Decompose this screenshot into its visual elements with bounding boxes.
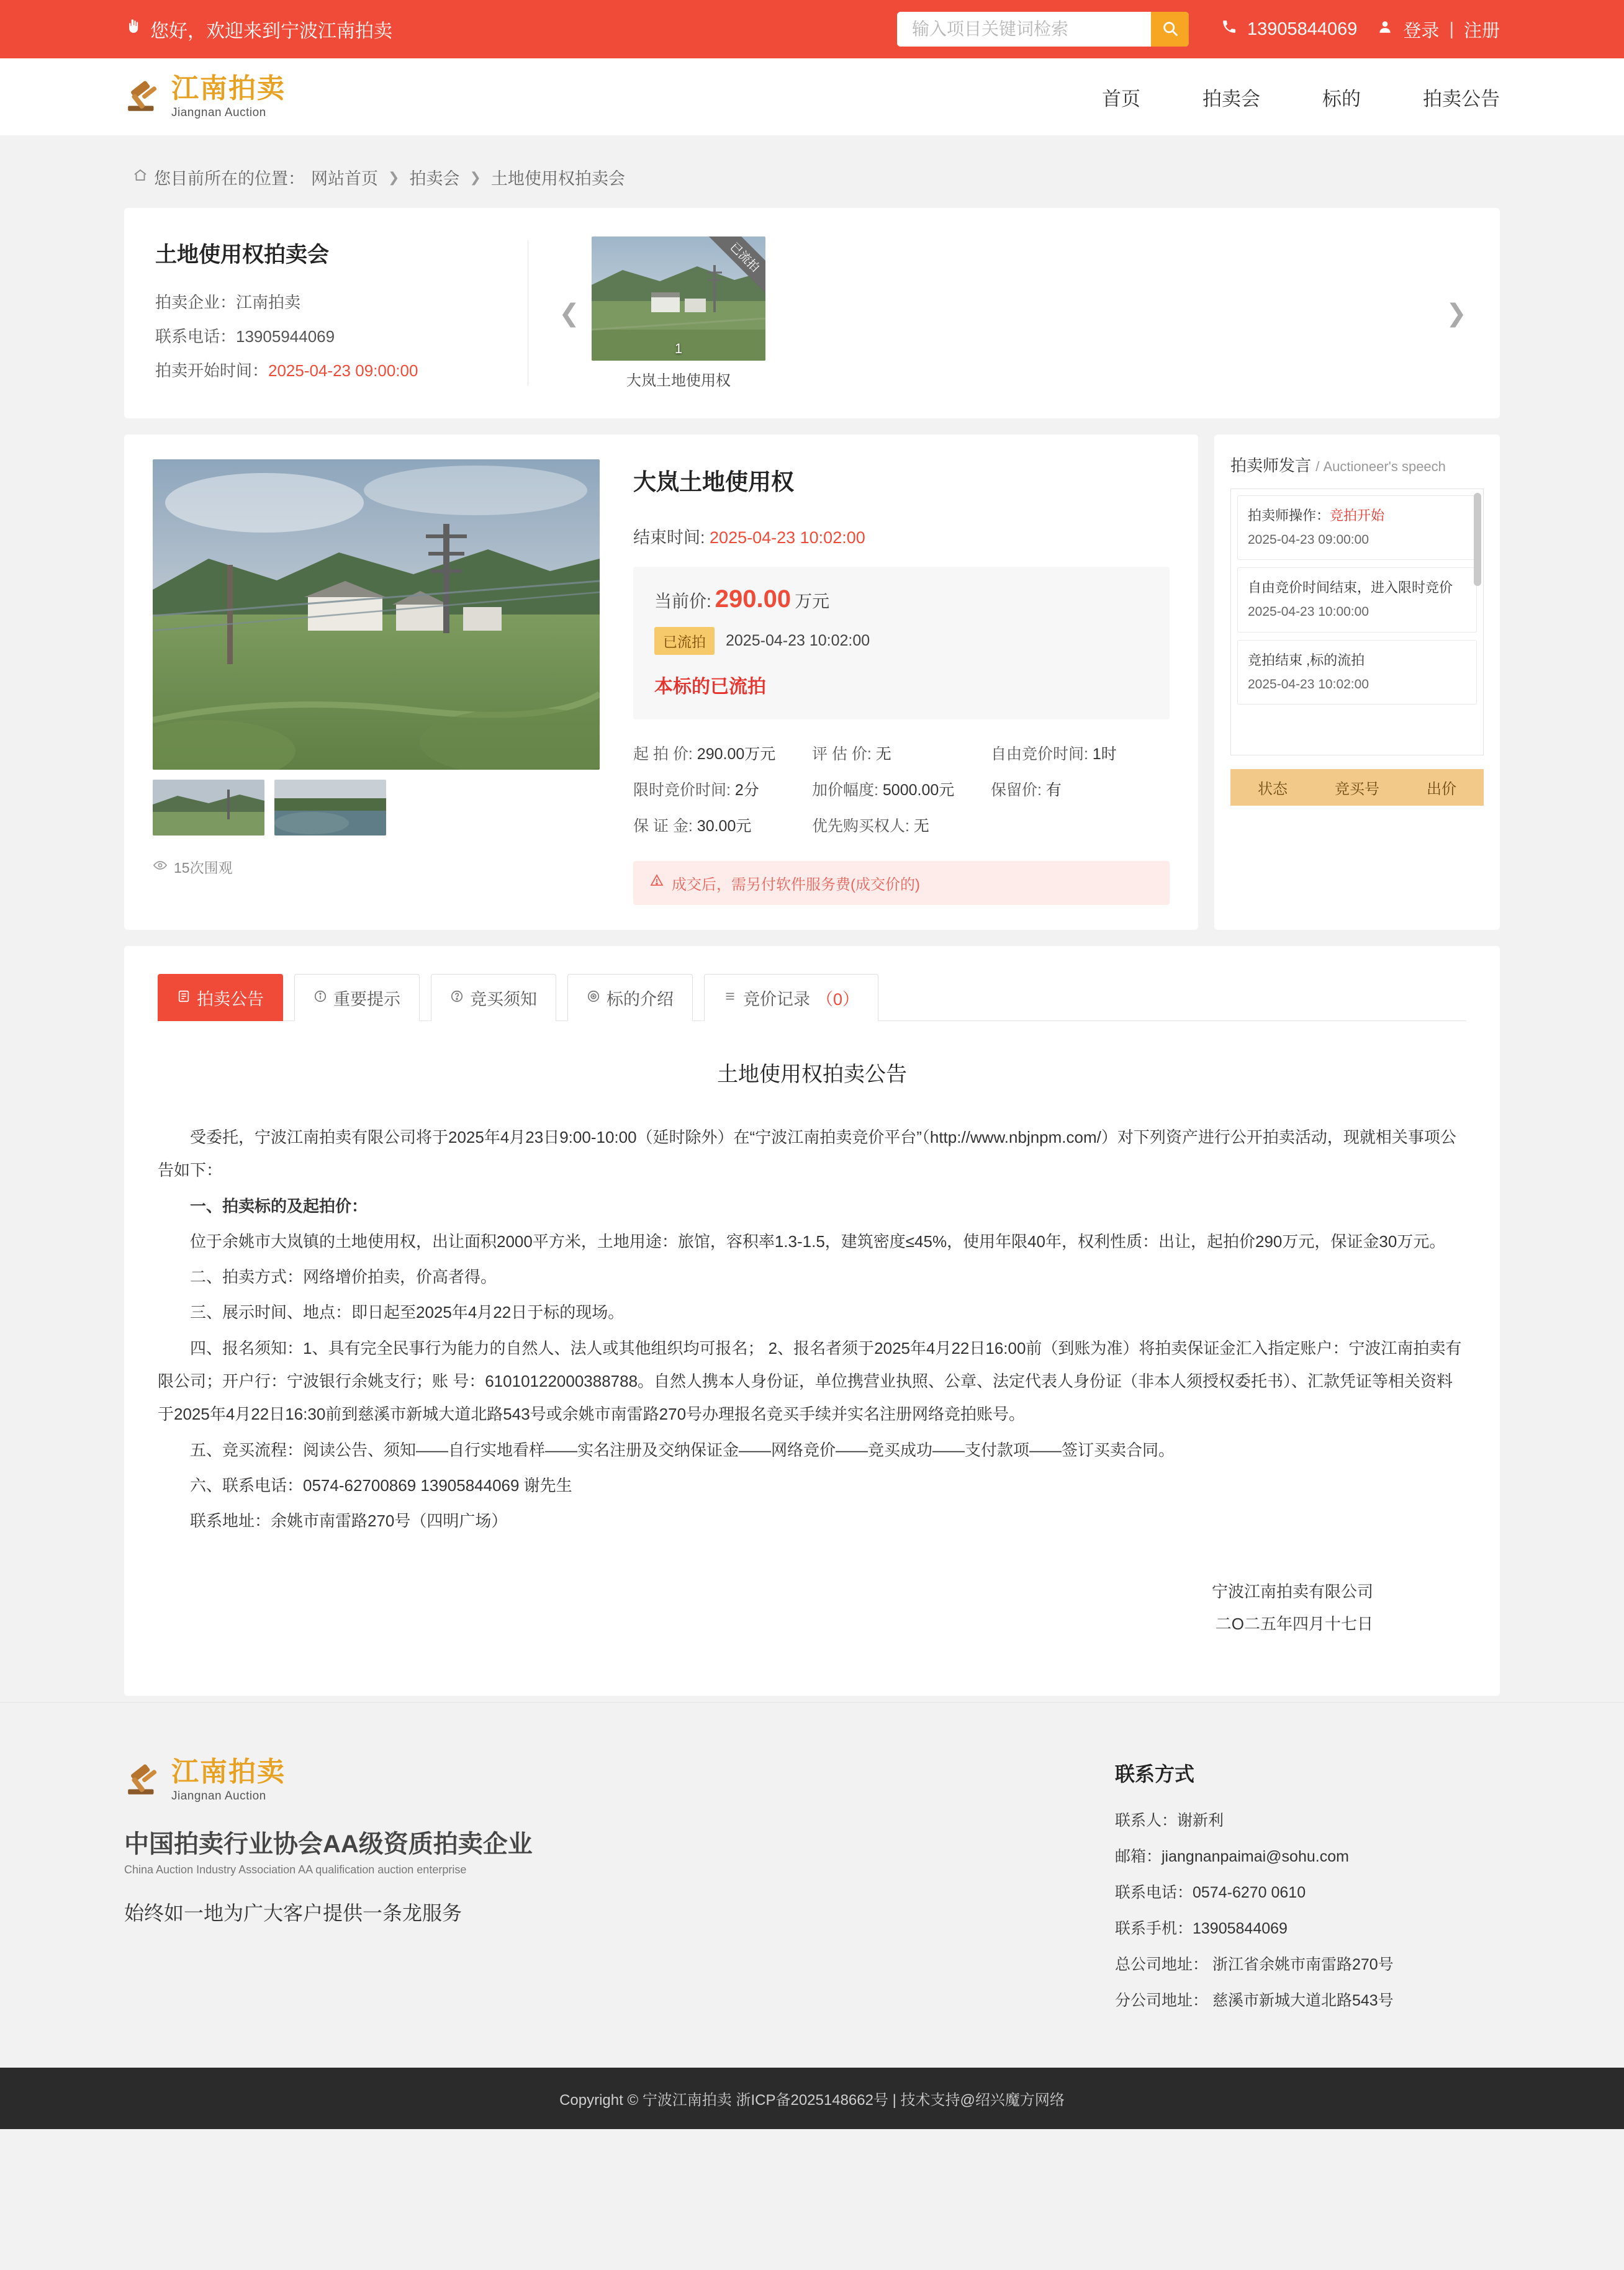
spec-value-5: 有 <box>1045 781 1062 799</box>
lot-title: 大岚土地使用权 <box>633 469 794 495</box>
search-button[interactable] <box>1151 12 1189 47</box>
breadcrumb-separator-2: ❯ <box>469 169 481 185</box>
lot-thumbnail-strip <box>153 780 600 835</box>
notice-paragraph: 二、拍卖方式：网络增价拍卖，价高者得。 <box>190 1268 497 1287</box>
notice-paragraph: 受委托，宁波江南拍卖有限公司将于2025年4月23日9:00-10:00（延时除外）在“宁波江南拍卖竞价平台”（http://www.nbjnpm.com/）对下列资产进行公开拍卖活动，现就相关事项公告如下： <box>158 1128 1456 1180</box>
footer-contact-email: 邮箱：jiangnanpaimai@sohu.com <box>1115 1847 1349 1865</box>
lot-end-time-label: 结束时间: <box>633 528 705 547</box>
notice-card <box>124 946 1500 1696</box>
gallery-next-arrow[interactable]: ❯ <box>1446 299 1467 327</box>
spec-label-4: 加价幅度: <box>812 781 878 799</box>
spec-item-5 <box>991 778 1170 800</box>
nav-item-lots[interactable]: 标的 <box>1322 88 1361 110</box>
tab-bidder-instructions[interactable] <box>431 974 556 1021</box>
bid-col-bidder: 竞买号 <box>1335 781 1379 798</box>
footer-branch-address: 分公司地址： 慈溪市新城大道北路543号 <box>1115 1991 1394 2009</box>
lot-thumbnail-2-photo <box>274 780 386 835</box>
notice-paragraph: 位于余姚市大岚镇的土地使用权，出让面积2000平方米，土地用途：旅馆，容积率1.3-1.5，建筑密度≤45%，使用年限40年，权利性质：出让，起拍价290万元，保证金30万元。 <box>190 1232 1446 1251</box>
footer-logo <box>124 1755 683 1803</box>
bid-col-price: 出价 <box>1427 781 1456 798</box>
search-box[interactable] <box>897 12 1189 47</box>
info-icon <box>314 988 327 1007</box>
session-phone-value: 13905944069 <box>236 327 335 346</box>
breadcrumb <box>124 135 1500 208</box>
lot-thumb-index: 1 <box>674 341 683 356</box>
spec-item-1 <box>812 742 991 764</box>
speech-item-prefix: 拍卖师操作： <box>1248 508 1330 523</box>
speech-item <box>1237 495 1477 560</box>
lot-info <box>600 459 1170 905</box>
content-container <box>124 135 1500 1696</box>
session-start-time <box>155 358 528 381</box>
footer-contact <box>1115 1759 1500 2024</box>
nav-item-home[interactable]: 首页 <box>1102 88 1140 110</box>
phone-icon <box>1221 19 1237 40</box>
session-company-label: 拍卖企业： <box>155 293 237 312</box>
tab-bar <box>158 973 1466 1021</box>
spec-label-0: 起 拍 价: <box>633 745 693 763</box>
spec-item-7 <box>812 814 991 836</box>
session-info <box>155 234 528 392</box>
speech-item-highlight: 竞拍开始 <box>1330 508 1385 523</box>
footer-logo-cn: 江南拍卖 <box>171 1755 286 1788</box>
copyright-bar: Copyright © 宁波江南拍卖 浙ICP备2025148662号 | 技术支持@绍兴魔方网络 <box>0 2068 1624 2129</box>
session-phone <box>155 324 528 347</box>
speech-item <box>1237 640 1477 705</box>
logo-title-en: Jiangnan Auction <box>171 106 266 119</box>
spec-value-4: 5000.00元 <box>882 781 955 799</box>
spec-label-5: 保留价: <box>991 781 1042 799</box>
notice-signature <box>158 1575 1466 1640</box>
gavel-icon <box>124 1760 165 1801</box>
session-company <box>155 290 528 313</box>
speech-item-prefix: 自由竞价时间结束，进入限时竞价 <box>1248 580 1453 596</box>
view-count <box>153 857 600 877</box>
breadcrumb-separator-1: ❯ <box>388 169 400 185</box>
breadcrumb-item-current: 土地使用权拍卖会 <box>490 169 625 188</box>
logo-title-cn: 江南拍卖 <box>171 73 286 104</box>
greeting-block <box>124 16 392 43</box>
tab-important-notes[interactable] <box>294 974 420 1021</box>
lot-spec-grid <box>633 742 1170 836</box>
status-time: 2025-04-23 10:02:00 <box>726 632 870 649</box>
footer-qualification-en: China Auction Industry Association AA qualification auction enterprise <box>124 1863 467 1876</box>
notice-paragraph: 五、竞买流程：阅读公告、须知——自行实地看样——实名注册及交纳保证金——网络竞价——竞买成功——支付款项——签订买卖合同。 <box>190 1440 1175 1459</box>
tab-bid-records[interactable] <box>704 974 878 1021</box>
footer-head-office-address: 总公司地址： 浙江省余姚市南雷路270号 <box>1115 1955 1394 1973</box>
lot-end-time <box>633 524 1170 548</box>
status-row <box>654 627 1148 655</box>
alert-icon <box>649 873 664 893</box>
spec-value-2: 1时 <box>1092 745 1117 763</box>
spec-label-6: 保 证 金: <box>633 817 693 835</box>
status-badge: 已流拍 <box>654 627 715 655</box>
footer-logo-text <box>171 1755 286 1803</box>
speech-title-en: / Auctioneer's speech <box>1315 459 1446 474</box>
notice-paragraph: 四、报名须知：1、具有完全民事行为能力的自然人、法人或其他组织均可报名； 2、报名者须于2025年4月22日16:00前（到账为准）将拍卖保证金汇入指定账户：宁波江南拍卖有限公司；开户行：宁波银行余姚支行；账 号：61010122000388788。自然人携本人身份证，单位携营业执照、公章、法定代表人身份证（非本人须授权委托书）、汇款凭证等相关资料于2025年4月22日16:30前到慈溪市新城大道北路543号或余姚市南雷路270号办理报名竞买手续并实名注册网络竞拍账号。 <box>158 1338 1462 1424</box>
notice-title: 土地使用权拍卖公告 <box>717 1063 907 1086</box>
lot-thumbnail-1-photo <box>153 780 264 835</box>
speech-item-time: 2025-04-23 10:00:00 <box>1248 605 1369 619</box>
auctioneer-speech-panel <box>1214 435 1500 930</box>
site-footer <box>0 1702 1624 2068</box>
spec-value-7: 无 <box>913 817 929 835</box>
tab-important-notes-label: 重要提示 <box>333 990 400 1009</box>
speech-item-time: 2025-04-23 10:02:00 <box>1248 677 1369 691</box>
speech-item-time: 2025-04-23 09:00:00 <box>1248 532 1369 547</box>
spec-value-6: 30.00元 <box>697 817 752 835</box>
footer-contact-mobile: 联系手机：13905844069 <box>1115 1919 1288 1937</box>
footer-qualification-cn: 中国拍卖行业协会AA级资质拍卖企业 <box>124 1830 533 1858</box>
session-company-value: 江南拍卖 <box>236 293 301 312</box>
spec-label-7: 优先购买权人: <box>812 817 909 835</box>
lot-thumbnail-1[interactable] <box>153 780 264 835</box>
tab-bid-records-count: （0） <box>816 990 860 1009</box>
footer-left <box>124 1755 683 2024</box>
footer-contact-tel: 联系电话：0574-6270 0610 <box>1115 1883 1306 1901</box>
price-box <box>633 567 1170 719</box>
tab-lot-introduction[interactable] <box>567 974 693 1021</box>
current-price <box>654 585 1148 613</box>
detail-row <box>124 435 1500 930</box>
register-link[interactable]: 注册 <box>1463 20 1500 41</box>
list-icon <box>723 988 737 1007</box>
user-icon <box>1377 19 1393 40</box>
lot-thumb-image[interactable] <box>592 236 765 361</box>
fee-note-text: 成交后，需另付软件服务费(成交价的) <box>672 876 920 893</box>
top-bar <box>0 0 1624 58</box>
current-price-value: 290.00 <box>715 585 792 613</box>
spec-item-0 <box>633 742 812 764</box>
gallery-prev-arrow[interactable]: ❮ <box>559 299 580 327</box>
speech-item-prefix: 竞拍结束 ,标的流拍 <box>1248 652 1365 668</box>
session-start-value: 2025-04-23 09:00:00 <box>268 361 418 380</box>
document-icon <box>177 988 191 1007</box>
tab-bid-records-label: 竞价记录 <box>743 990 810 1009</box>
site-header <box>0 58 1624 135</box>
spec-value-0: 290.00万元 <box>697 745 776 763</box>
notice-paragraph: 六、联系电话：0574-62700869 13905844069 谢先生 <box>190 1475 572 1495</box>
session-title: 土地使用权拍卖会 <box>155 243 330 267</box>
search-icon <box>1162 20 1179 39</box>
session-start-label: 拍卖开始时间： <box>155 361 269 380</box>
page-body <box>0 135 1624 1702</box>
spec-item-6 <box>633 814 812 836</box>
tab-auction-notice[interactable] <box>158 974 283 1021</box>
current-price-label: 当前价: <box>654 592 711 611</box>
nav-item-notices[interactable]: 拍卖公告 <box>1423 88 1500 110</box>
tab-bidder-instructions-label: 竞买须知 <box>470 990 537 1009</box>
fee-note <box>633 861 1170 905</box>
session-card <box>124 208 1500 418</box>
home-icon <box>133 168 148 187</box>
lot-hero-photo <box>153 459 600 770</box>
breadcrumb-prefix: 您目前所在的位置： <box>154 169 305 188</box>
spec-label-1: 评 估 价: <box>812 745 872 763</box>
top-bar-account <box>1221 17 1500 42</box>
spec-item-8 <box>991 814 1170 836</box>
gavel-icon <box>124 76 165 117</box>
notice-paragraph: 三、展示时间、地点：即日起至2025年4月22日于标的现场。 <box>190 1303 625 1322</box>
notice-body <box>158 1121 1466 1538</box>
lot-end-time-value: 2025-04-23 10:02:00 <box>710 528 865 547</box>
spec-value-3: 2分 <box>734 781 759 799</box>
footer-slogan: 始终如一地为广大客户提供一条龙服务 <box>124 1901 462 1924</box>
tab-lot-introduction-label: 标的介绍 <box>607 990 674 1009</box>
speech-scrollbar[interactable] <box>1474 493 1481 586</box>
breadcrumb-item-auctions[interactable]: 拍卖会 <box>409 169 460 188</box>
notice-paragraph: 一、拍卖标的及起拍价： <box>190 1196 368 1215</box>
lot-media <box>153 459 600 905</box>
signature-company: 宁波江南拍卖有限公司 <box>1211 1582 1373 1601</box>
breadcrumb-item-home[interactable]: 网站首页 <box>311 169 378 188</box>
lot-detail-panel <box>124 435 1198 930</box>
notice-paragraph: 联系地址：余姚市南雷路270号（四明广场） <box>190 1511 508 1531</box>
spec-item-3 <box>633 778 812 800</box>
spec-item-4 <box>812 778 991 800</box>
site-logo[interactable] <box>124 75 286 119</box>
speech-title: 拍卖师发言 <box>1230 456 1312 475</box>
tab-auction-notice-label: 拍卖公告 <box>197 990 264 1009</box>
speech-list[interactable] <box>1230 489 1484 755</box>
account-separator: | <box>1449 19 1454 39</box>
contact-phone: 13905844069 <box>1247 19 1358 39</box>
nav-item-auctions[interactable]: 拍卖会 <box>1202 88 1260 110</box>
footer-logo-en: Jiangnan Auction <box>171 1789 266 1803</box>
session-phone-label: 联系电话： <box>155 327 237 346</box>
speech-item <box>1237 567 1477 632</box>
bid-col-status: 状态 <box>1258 781 1288 798</box>
spec-label-3: 限时竞价时间: <box>633 781 731 799</box>
bid-table-header <box>1230 769 1484 806</box>
footer-contact-title: 联系方式 <box>1115 1762 1195 1785</box>
lot-hero-image[interactable] <box>153 459 600 770</box>
hand-wave-icon <box>124 18 142 40</box>
signature-date: 二О二五年四月十七日 <box>1215 1614 1373 1633</box>
lot-thumb-label: 大岚土地使用权 <box>626 372 731 389</box>
main-nav <box>1102 83 1500 111</box>
spec-label-2: 自由竞价时间: <box>991 745 1088 763</box>
view-count-text: 15次围观 <box>174 860 233 876</box>
spec-value-1: 无 <box>875 745 891 763</box>
logo-text <box>171 75 286 119</box>
lot-thumbnail-2[interactable] <box>274 780 386 835</box>
target-icon <box>587 988 600 1007</box>
session-gallery <box>557 234 1469 392</box>
failed-message: 本标的已流拍 <box>654 677 766 697</box>
lot-status-ribbon: 已流拍 <box>708 236 765 294</box>
login-link[interactable]: 登录 <box>1403 20 1440 41</box>
eye-icon <box>153 858 168 876</box>
spec-item-2 <box>991 742 1170 764</box>
current-price-unit: 万元 <box>795 592 830 611</box>
question-icon <box>450 988 464 1007</box>
session-lot-thumb[interactable] <box>592 236 765 390</box>
search-input[interactable] <box>897 12 1151 47</box>
greeting-text: 您好，欢迎来到宁波江南拍卖 <box>150 21 392 42</box>
footer-contact-person: 联系人：谢新利 <box>1115 1811 1224 1829</box>
speech-header <box>1230 453 1484 489</box>
